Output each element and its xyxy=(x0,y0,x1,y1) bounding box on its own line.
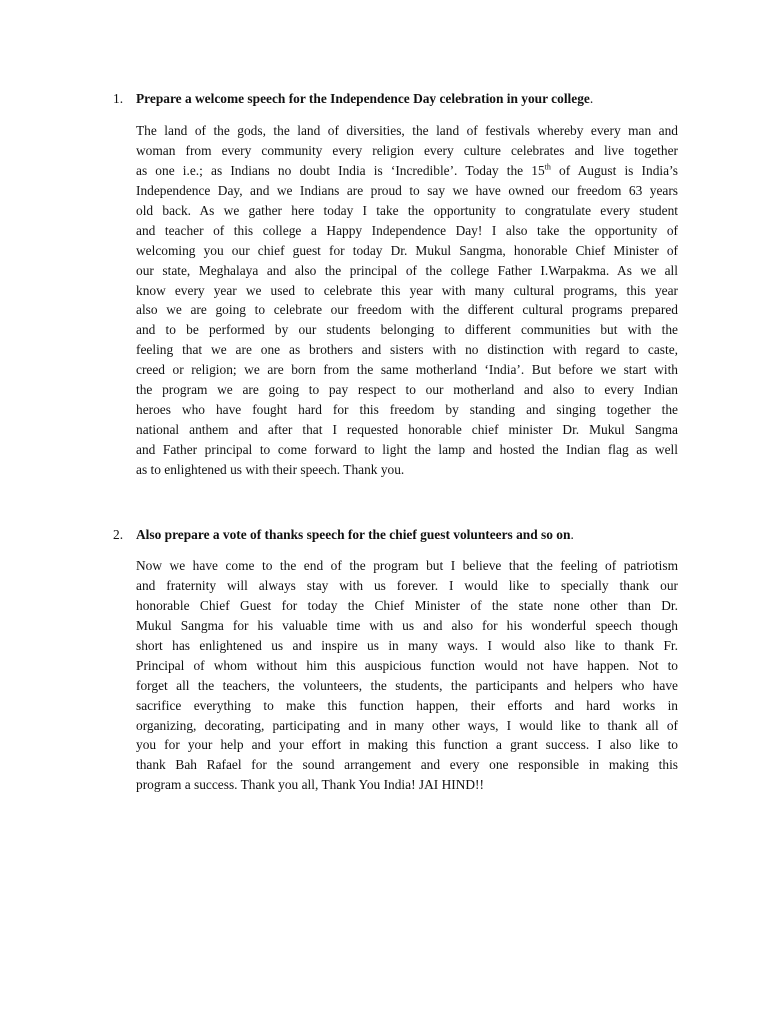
answer-2-paragraph xyxy=(136,556,678,795)
paragraph-line: organizing, decorating, participating and in many other ways, I would like to thank all of xyxy=(136,717,678,733)
paragraph-line: forget all the teachers, the volunteers, the students, the participants and helpers who have xyxy=(136,677,678,693)
question-title-suffix: . xyxy=(589,91,594,106)
question-title xyxy=(136,89,593,109)
paragraph-line: creed or religion; we are born from the same motherland ‘India’. But before we start with xyxy=(136,362,678,378)
paragraph-line: Now we have come to the end of the program but I believe that the feeling of patriotism xyxy=(136,558,678,573)
question-title-text: Also prepare a vote of thanks speech for the chief guest volunteers and so on xyxy=(136,527,571,542)
question-title xyxy=(136,525,574,545)
paragraph-line: and Father principal to come forward to light the lamp and hosted the Indian flag as well xyxy=(136,442,678,457)
paragraph-line: know every year we used to celebrate this year with many cultural programs, this year xyxy=(136,282,678,298)
paragraph-line: The land of the gods, the land of diversities, the land of festivals whereby every man and xyxy=(136,123,678,138)
paragraph-line: as to enlightened us with their speech. Thank you. xyxy=(136,461,405,477)
paragraph-line: woman from every community every religion every culture celebrates and live together xyxy=(136,142,678,158)
paragraph-line: and fraternity will always stay with us forever. I would like to specially thank our xyxy=(136,577,678,593)
paragraph-line: old back. As we gather here today I take the opportunity to congratulate every student xyxy=(136,202,678,218)
paragraph-line: also we are going to celebrate our freedom with the different cultural programs prepared xyxy=(136,302,678,318)
question-number: 1. xyxy=(113,91,124,106)
paragraph-line: you for your help and your effort in making this function a grant success. I also like to xyxy=(136,737,678,753)
paragraph-line: thank Bah Rafael for the sound arrangement and every one responsible in making this xyxy=(136,757,678,773)
paragraph-line-text: as one i.e.; as Indians no doubt India is ‘Incredible’. Today the 15 xyxy=(136,162,545,178)
paragraph-line: and teacher of this college a Happy Independence Day! I also take the opportunity of xyxy=(136,222,678,238)
paragraph-line: heroes who have fought hard for this freedom by standing and singing together the xyxy=(136,402,678,418)
paragraph-line: Mukul Sangma for his valuable time with us and also for his wonderful speech though xyxy=(136,617,678,633)
paragraph-line: Independence Day, and we Indians are proud to say we have owned our freedom 63 years xyxy=(136,182,678,198)
paragraph-line: honorable Chief Guest for today the Chief Minister of the state none other than Dr. xyxy=(136,597,678,613)
question-title-suffix: . xyxy=(570,527,574,542)
question-title-text: Prepare a welcome speech for the Independence Day celebration in your college xyxy=(136,91,590,106)
paragraph-line: feeling that we are one as brothers and sisters with no distinction with regard to caste, xyxy=(136,342,678,358)
paragraph-line-tail: of August is India’s xyxy=(550,162,678,178)
paragraph-line: short has enlightened us and inspire us in many ways. I would also like to thank Fr. xyxy=(136,637,678,653)
paragraph-line: our state, Meghalaya and also the principal of the college Father I.Warpakma. As we all xyxy=(136,262,678,278)
paragraph-line: the program we are going to pay respect to our motherland and also to every Indian xyxy=(136,382,678,398)
answer-1-paragraph xyxy=(136,121,678,480)
question-number: 2. xyxy=(113,527,124,542)
paragraph-line xyxy=(136,161,678,181)
paragraph-line: and to be performed by our students belonging to different communities but with the xyxy=(136,322,678,338)
paragraph-line: welcoming you our chief guest for today Dr. Mukul Sangma, honorable Chief Minister of xyxy=(136,242,678,258)
paragraph-line: program a success. Thank you all, Thank You India! JAI HIND!! xyxy=(136,777,484,793)
ordinal-superscript: th xyxy=(544,162,551,172)
paragraph-line: sacrifice everything to make this function happen, their efforts and hard works in xyxy=(136,697,678,713)
paragraph-line: Principal of whom without him this auspicious function would not have happen. Not to xyxy=(136,657,678,673)
paragraph-line: national anthem and after that I requested honorable chief minister Dr. Mukul Sangma xyxy=(136,422,678,438)
